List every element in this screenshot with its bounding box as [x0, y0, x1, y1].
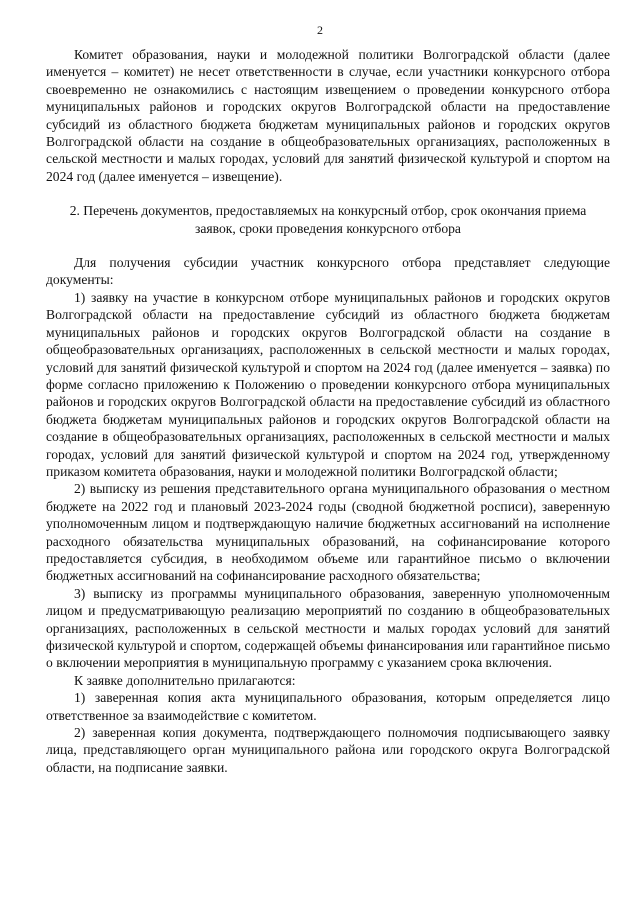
list-item-authority-document: 2) заверенная копия документа, подтверждающего полномочия подписывающего заявку лица, представляющего орган муниципального района или городского округа Волгоградской области, на подписание заявки. [46, 725, 610, 775]
document-body [46, 46, 610, 776]
paragraph-committee-disclaimer: Комитет образования, науки и молодежной политики Волгоградской области (далее именуется – комитет) не несет ответственности в случае, если участники конкурсного отбора своевременно не ознакомились с настоящим извещением о проведении конкурсного отбора муниципальных районов и городских округов Волгоградской области на предоставление субсидий из областного бюджета бюджетам муниципальных районов и городских округов Волгоградской области на создание в общеобразовательных организациях, расположенных в сельской местности и малых городах, условий для занятий физической культурой и спортом на 2024 год (далее именуется – извещение). [46, 47, 610, 184]
section-heading: 2. Перечень документов, предоставляемых на конкурсный отбор, срок окончания приема заявок, сроки проведения конкурсного отбора [69, 203, 587, 236]
list-item-responsible-person-act: 1) заверенная копия акта муниципального образования, которым определяется лицо ответственное за взаимодействие с комитетом. [46, 690, 610, 723]
list-item-application: 1) заявку на участие в конкурсном отборе муниципальных районов и городских округов Волгоградской области на предоставление субсидий из областного бюджета бюджетам муниципальных районов и городских округов Волгоградской области на создание в общеобразовательных организациях, расположенных в сельской местности и малых городах, условий для занятий физической культурой и спортом на 2024 год (далее именуется – заявка) по форме согласно приложению к Положению о проведении конкурсного отбора муниципальных районов и городских округов Волгоградской области на предоставление субсидий из областного бюджета бюджетам муниципальных районов и городских округов Волгоградской области на создание в общеобразовательных организациях, расположенных в сельской местности и малых городах, условий для занятий физической культурой и спортом на 2024 год, утвержденному приказом комитета образования, науки и молодежной политики Волгоградской области; [46, 289, 610, 479]
list-item-budget-extract: 2) выписку из решения представительного органа муниципального образования о местном бюджете на 2022 год и плановый 2023-2024 годы (сводной бюджетной росписи), заверенную уполномоченным лицом и подтверждающую наличие бюджетных ассигнований на исполнение расходного обязательства муниципальных образований, на софинансирование которого предоставляется субсидия, в необходимом объеме или гарантийное письмо о включении бюджетных ассигнований на софинансирование расходного обязательства; [46, 481, 610, 584]
list-item-program-extract: 3) выписку из программы муниципального образования, заверенную уполномоченным лицом и предусматривающую реализацию мероприятий по созданию в общеобразовательных организациях, расположенных в сельской местности и малых городах условий для занятий физической культурой и спортом, содержащей объемы финансирования или гарантийное письмо о включении мероприятия в муниципальную программу с указанием срока включения. [46, 585, 610, 671]
page-number: 2 [317, 23, 323, 37]
paragraph-attachments-intro: К заявке дополнительно прилагаются: [74, 672, 296, 688]
paragraph-documents-intro: Для получения субсидии участник конкурсного отбора представляет следующие документы: [46, 255, 610, 288]
